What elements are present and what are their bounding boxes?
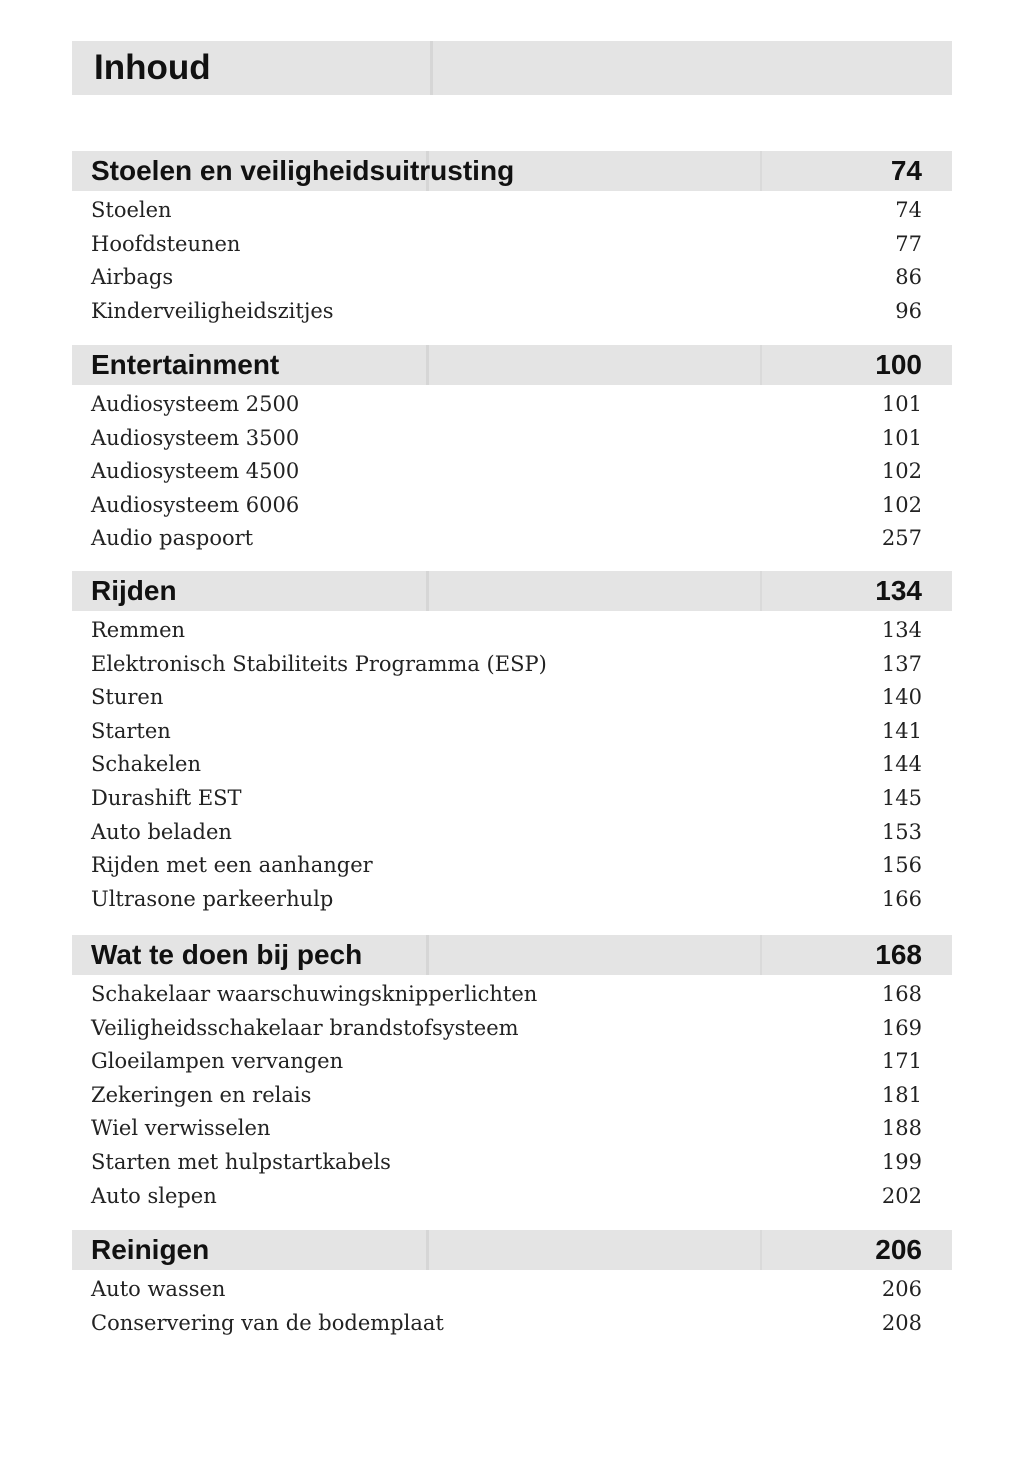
toc-section-entertainment [72, 345, 952, 557]
page-title-bar [72, 41, 952, 95]
entry-page-number: 74 [895, 198, 922, 222]
entry-label: Airbags [91, 265, 174, 290]
entry-page-number: 77 [895, 231, 922, 256]
section-header-divider [760, 151, 762, 191]
section-header-divider [760, 571, 762, 611]
toc-entry[interactable] [72, 649, 952, 683]
entry-label: Rijden met een aanhanger [91, 853, 373, 878]
entry-label: Veiligheidsschakelaar brandstofsysteem [91, 1015, 519, 1040]
toc-entry[interactable] [72, 1274, 952, 1308]
entry-page-number: 156 [881, 853, 922, 878]
toc-entry[interactable] [72, 456, 952, 490]
entry-page-number: 96 [895, 298, 922, 323]
page-title: Inhoud [94, 48, 211, 87]
section-header-divider [426, 935, 429, 975]
entry-page-number: 140 [881, 685, 922, 710]
toc-entry[interactable] [72, 296, 952, 330]
entry-label: Kinderveiligheidszitjes [91, 298, 334, 323]
section-header-divider [760, 935, 762, 975]
toc-entry[interactable] [72, 979, 952, 1013]
entry-page-number: 166 [881, 886, 922, 911]
toc-entry[interactable] [72, 490, 952, 524]
section-header[interactable] [72, 151, 952, 191]
toc-entry[interactable] [72, 195, 952, 229]
toc-entry[interactable] [72, 229, 952, 263]
entry-page-number: 181 [881, 1082, 922, 1107]
toc-entry[interactable] [72, 716, 952, 750]
entry-label: Audio paspoort [91, 526, 254, 551]
toc-entry[interactable] [72, 1080, 952, 1114]
entry-label: Audiosysteem 3500 [91, 425, 300, 450]
entry-page-number: 102 [881, 492, 922, 517]
entry-page-number: 145 [881, 785, 922, 810]
entry-label: Audiosysteem 6006 [91, 492, 300, 517]
entry-label: Sturen [91, 685, 164, 710]
entry-label: Audiosysteem 4500 [91, 459, 300, 484]
section-header[interactable] [72, 345, 952, 385]
toc-entry[interactable] [72, 682, 952, 716]
section-entry-list [72, 975, 952, 1214]
entry-label: Zekeringen en relais [91, 1082, 312, 1107]
entry-label: Ultrasone parkeerhulp [91, 886, 334, 911]
section-title: Entertainment [91, 349, 280, 380]
toc-entry[interactable] [72, 884, 952, 918]
entry-page-number: 101 [881, 425, 922, 450]
entry-label: Durashift EST [91, 785, 242, 810]
entry-label: Wiel verwisselen [91, 1116, 271, 1141]
section-header-divider [426, 345, 429, 385]
toc-section-seats [72, 151, 952, 329]
toc-entry[interactable] [72, 783, 952, 817]
section-page-number: 134 [875, 575, 922, 606]
toc-entry[interactable] [72, 523, 952, 557]
section-header-divider [426, 571, 429, 611]
toc-entry[interactable] [72, 1147, 952, 1181]
entry-page-number: 134 [881, 618, 922, 642]
section-entry-list [72, 1270, 952, 1341]
entry-page-number: 169 [881, 1015, 922, 1040]
toc-entry[interactable] [72, 749, 952, 783]
section-page-number: 74 [890, 155, 922, 186]
section-header[interactable] [72, 1230, 952, 1270]
entry-label: Remmen [91, 618, 186, 642]
title-bar-divider [430, 41, 433, 95]
section-title: Reinigen [91, 1234, 210, 1265]
entry-page-number: 171 [881, 1049, 922, 1074]
entry-label: Starten [91, 718, 171, 743]
entry-page-number: 168 [881, 982, 922, 1006]
entry-page-number: 144 [881, 752, 922, 777]
entry-page-number: 101 [881, 392, 922, 416]
entry-page-number: 153 [881, 819, 922, 844]
entry-label: Gloeilampen vervangen [91, 1049, 344, 1074]
entry-label: Schakelaar waarschuwingsknipperlichten [91, 982, 538, 1006]
toc-entry[interactable] [72, 817, 952, 851]
entry-page-number: 188 [881, 1116, 922, 1141]
entry-label: Auto slepen [91, 1183, 217, 1208]
section-entry-list [72, 191, 952, 329]
section-title: Rijden [91, 575, 177, 606]
section-entry-list [72, 385, 952, 557]
entry-page-number: 141 [881, 718, 922, 743]
entry-label: Hoofdsteunen [91, 231, 241, 256]
toc-section-cleaning [72, 1230, 952, 1341]
entry-label: Auto beladen [91, 819, 232, 844]
entry-page-number: 86 [895, 265, 922, 290]
entry-label: Stoelen [91, 198, 172, 222]
toc-entry[interactable] [72, 423, 952, 457]
section-title: Wat te doen bij pech [91, 939, 363, 970]
toc-entry[interactable] [72, 1113, 952, 1147]
entry-page-number: 102 [881, 459, 922, 484]
entry-label: Conservering van de bodemplaat [91, 1310, 444, 1335]
section-header-divider [760, 345, 762, 385]
entry-label: Schakelen [91, 752, 202, 777]
toc-entry[interactable] [72, 1046, 952, 1080]
entry-page-number: 202 [881, 1183, 922, 1208]
section-entry-list [72, 611, 952, 917]
toc-entry[interactable] [72, 1308, 952, 1342]
entry-label: Starten met hulpstartkabels [91, 1149, 391, 1174]
entry-page-number: 199 [881, 1149, 922, 1174]
toc-entry[interactable] [72, 389, 952, 423]
toc-entry[interactable] [72, 262, 952, 296]
entry-page-number: 257 [881, 526, 922, 551]
section-header-divider [760, 1230, 762, 1270]
toc-entry[interactable] [72, 1013, 952, 1047]
toc-section-breakdown [72, 935, 952, 1214]
section-header[interactable] [72, 571, 952, 611]
section-header-divider [426, 1230, 429, 1270]
section-page-number: 100 [875, 349, 922, 380]
entry-label: Elektronisch Stabiliteits Programma (ESP) [91, 651, 547, 676]
section-page-number: 206 [875, 1234, 922, 1265]
entry-page-number: 208 [881, 1310, 922, 1335]
section-page-number: 168 [875, 939, 922, 970]
entry-label: Audiosysteem 2500 [91, 392, 300, 416]
toc-section-driving [72, 571, 952, 917]
section-title: Stoelen en veiligheidsuitrusting [91, 155, 515, 186]
entry-page-number: 206 [881, 1277, 922, 1301]
toc-entry[interactable] [72, 850, 952, 884]
section-header[interactable] [72, 935, 952, 975]
toc-entry[interactable] [72, 1181, 952, 1215]
entry-label: Auto wassen [91, 1277, 226, 1301]
entry-page-number: 137 [881, 651, 922, 676]
toc-entry[interactable] [72, 615, 952, 649]
